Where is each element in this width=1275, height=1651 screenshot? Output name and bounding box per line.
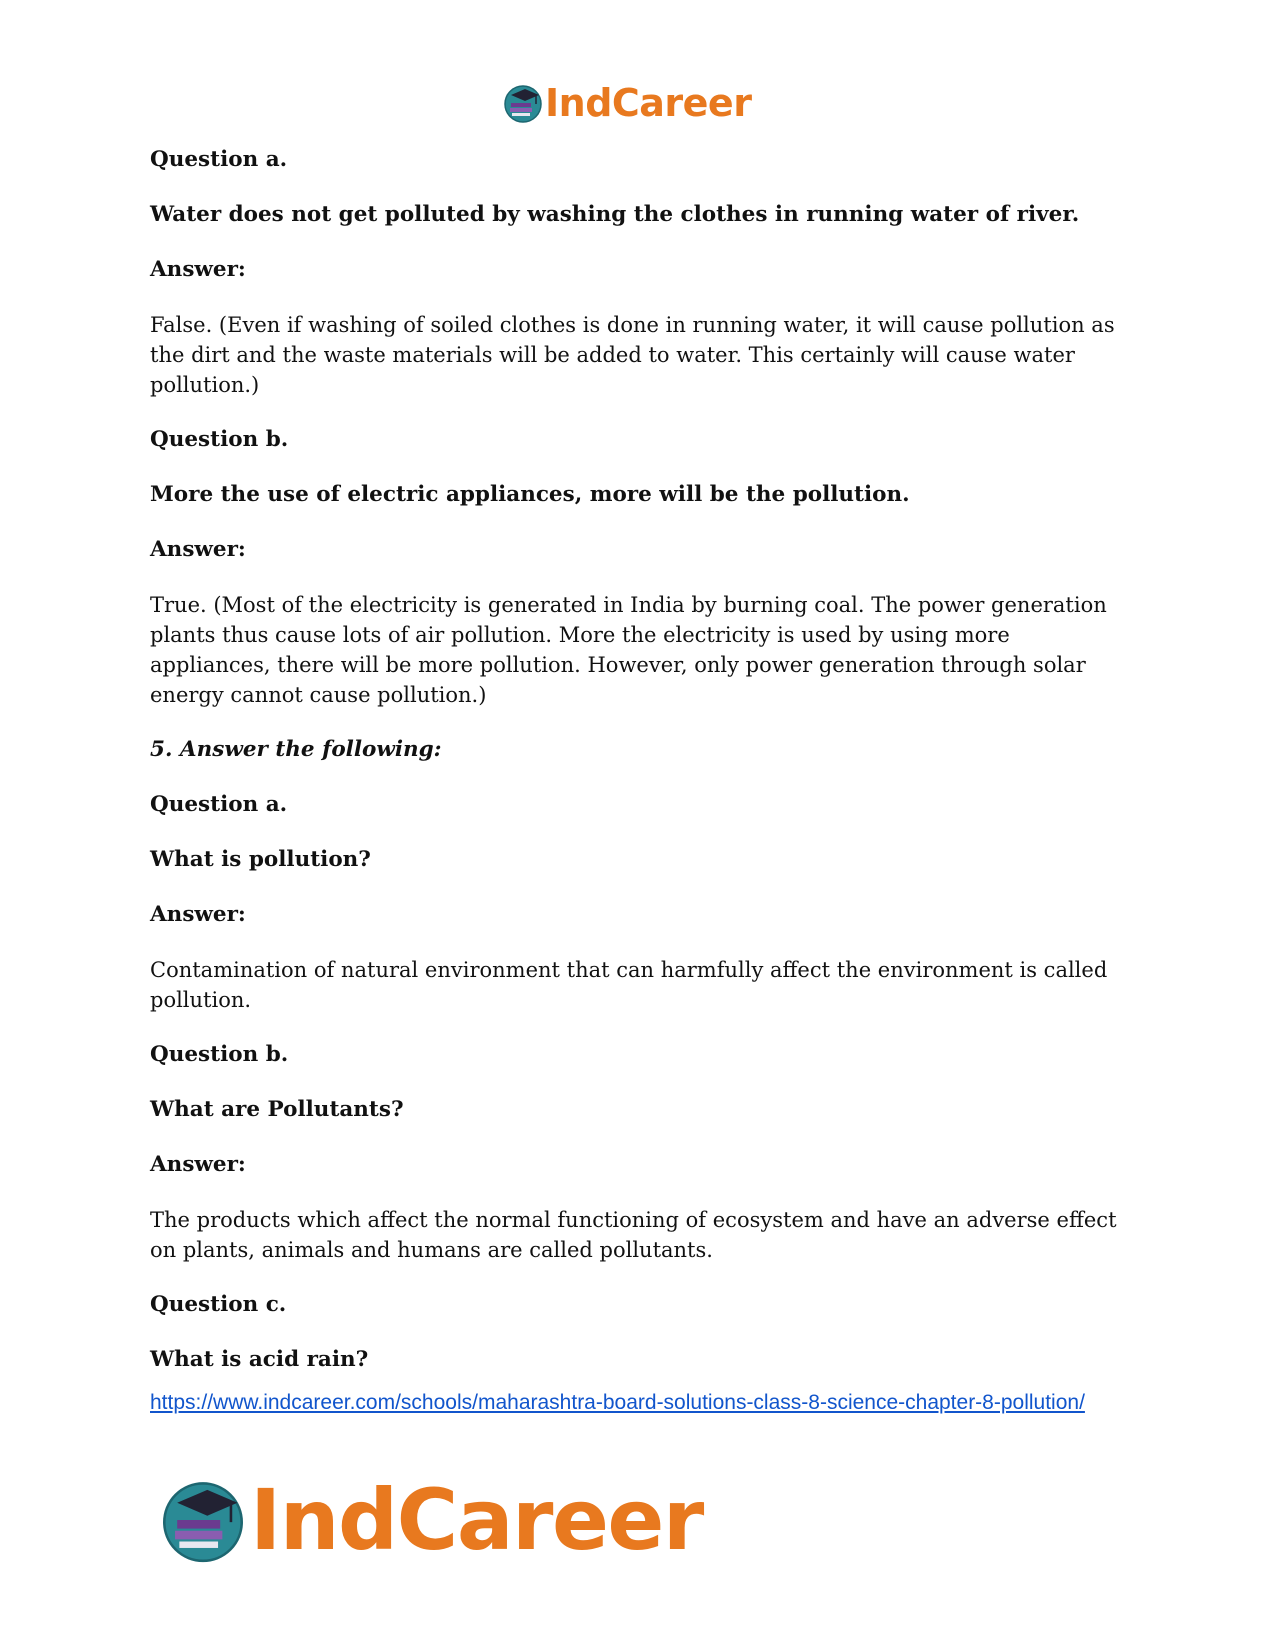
answer-text: Contamination of natural environment that can harmfully affect the environment is called pollution. — [150, 958, 1108, 1012]
brand-name: IndCareer — [545, 81, 752, 125]
question-label: Question b. — [150, 427, 289, 452]
question-text: What is acid rain? — [150, 1347, 369, 1372]
answer-text: False. (Even if washing of soiled clothes is done in running water, it will cause pollution as the dirt and the waste materials will be added to water. This certainly will cause water pollution.) — [150, 313, 1115, 397]
question-text: What are Pollutants? — [150, 1097, 404, 1122]
question-label: Question a. — [150, 147, 288, 172]
footer-logo — [160, 1470, 703, 1570]
header-logo — [503, 80, 751, 126]
answer-label: Answer: — [150, 257, 246, 282]
source-url-link[interactable]: https://www.indcareer.com/schools/maharashtra-board-solutions-class-8-science-chapter-8-pollution/ — [150, 1391, 1085, 1414]
question-label: Question b. — [150, 1042, 289, 1067]
question-label: Question a. — [150, 792, 288, 817]
answer-text: True. (Most of the electricity is generated in India by burning coal. The power generation plants thus cause lots of air pollution. More the electricity is used by using more appliances, there will be more pollution. However, only power generation through solar energy cannot cause pollution.) — [150, 593, 1107, 707]
answer-text: The products which affect the normal functioning of ecosystem and have an adverse effect on plants, animals and humans are called pollutants. — [150, 1208, 1117, 1262]
answer-label: Answer: — [150, 1152, 246, 1177]
question-statement: More the use of electric appliances, more will be the pollution. — [150, 482, 910, 507]
section-heading: 5. Answer the following: — [150, 737, 442, 762]
answer-label: Answer: — [150, 902, 246, 927]
question-label: Question c. — [150, 1292, 287, 1317]
question-statement: Water does not get polluted by washing the clothes in running water of river. — [150, 202, 1080, 227]
graduation-globe-icon — [160, 1477, 246, 1563]
graduation-globe-icon — [503, 83, 543, 123]
question-text: What is pollution? — [150, 847, 371, 872]
brand-name: IndCareer — [250, 1471, 703, 1569]
document-body — [150, 145, 1135, 1400]
answer-label: Answer: — [150, 537, 246, 562]
